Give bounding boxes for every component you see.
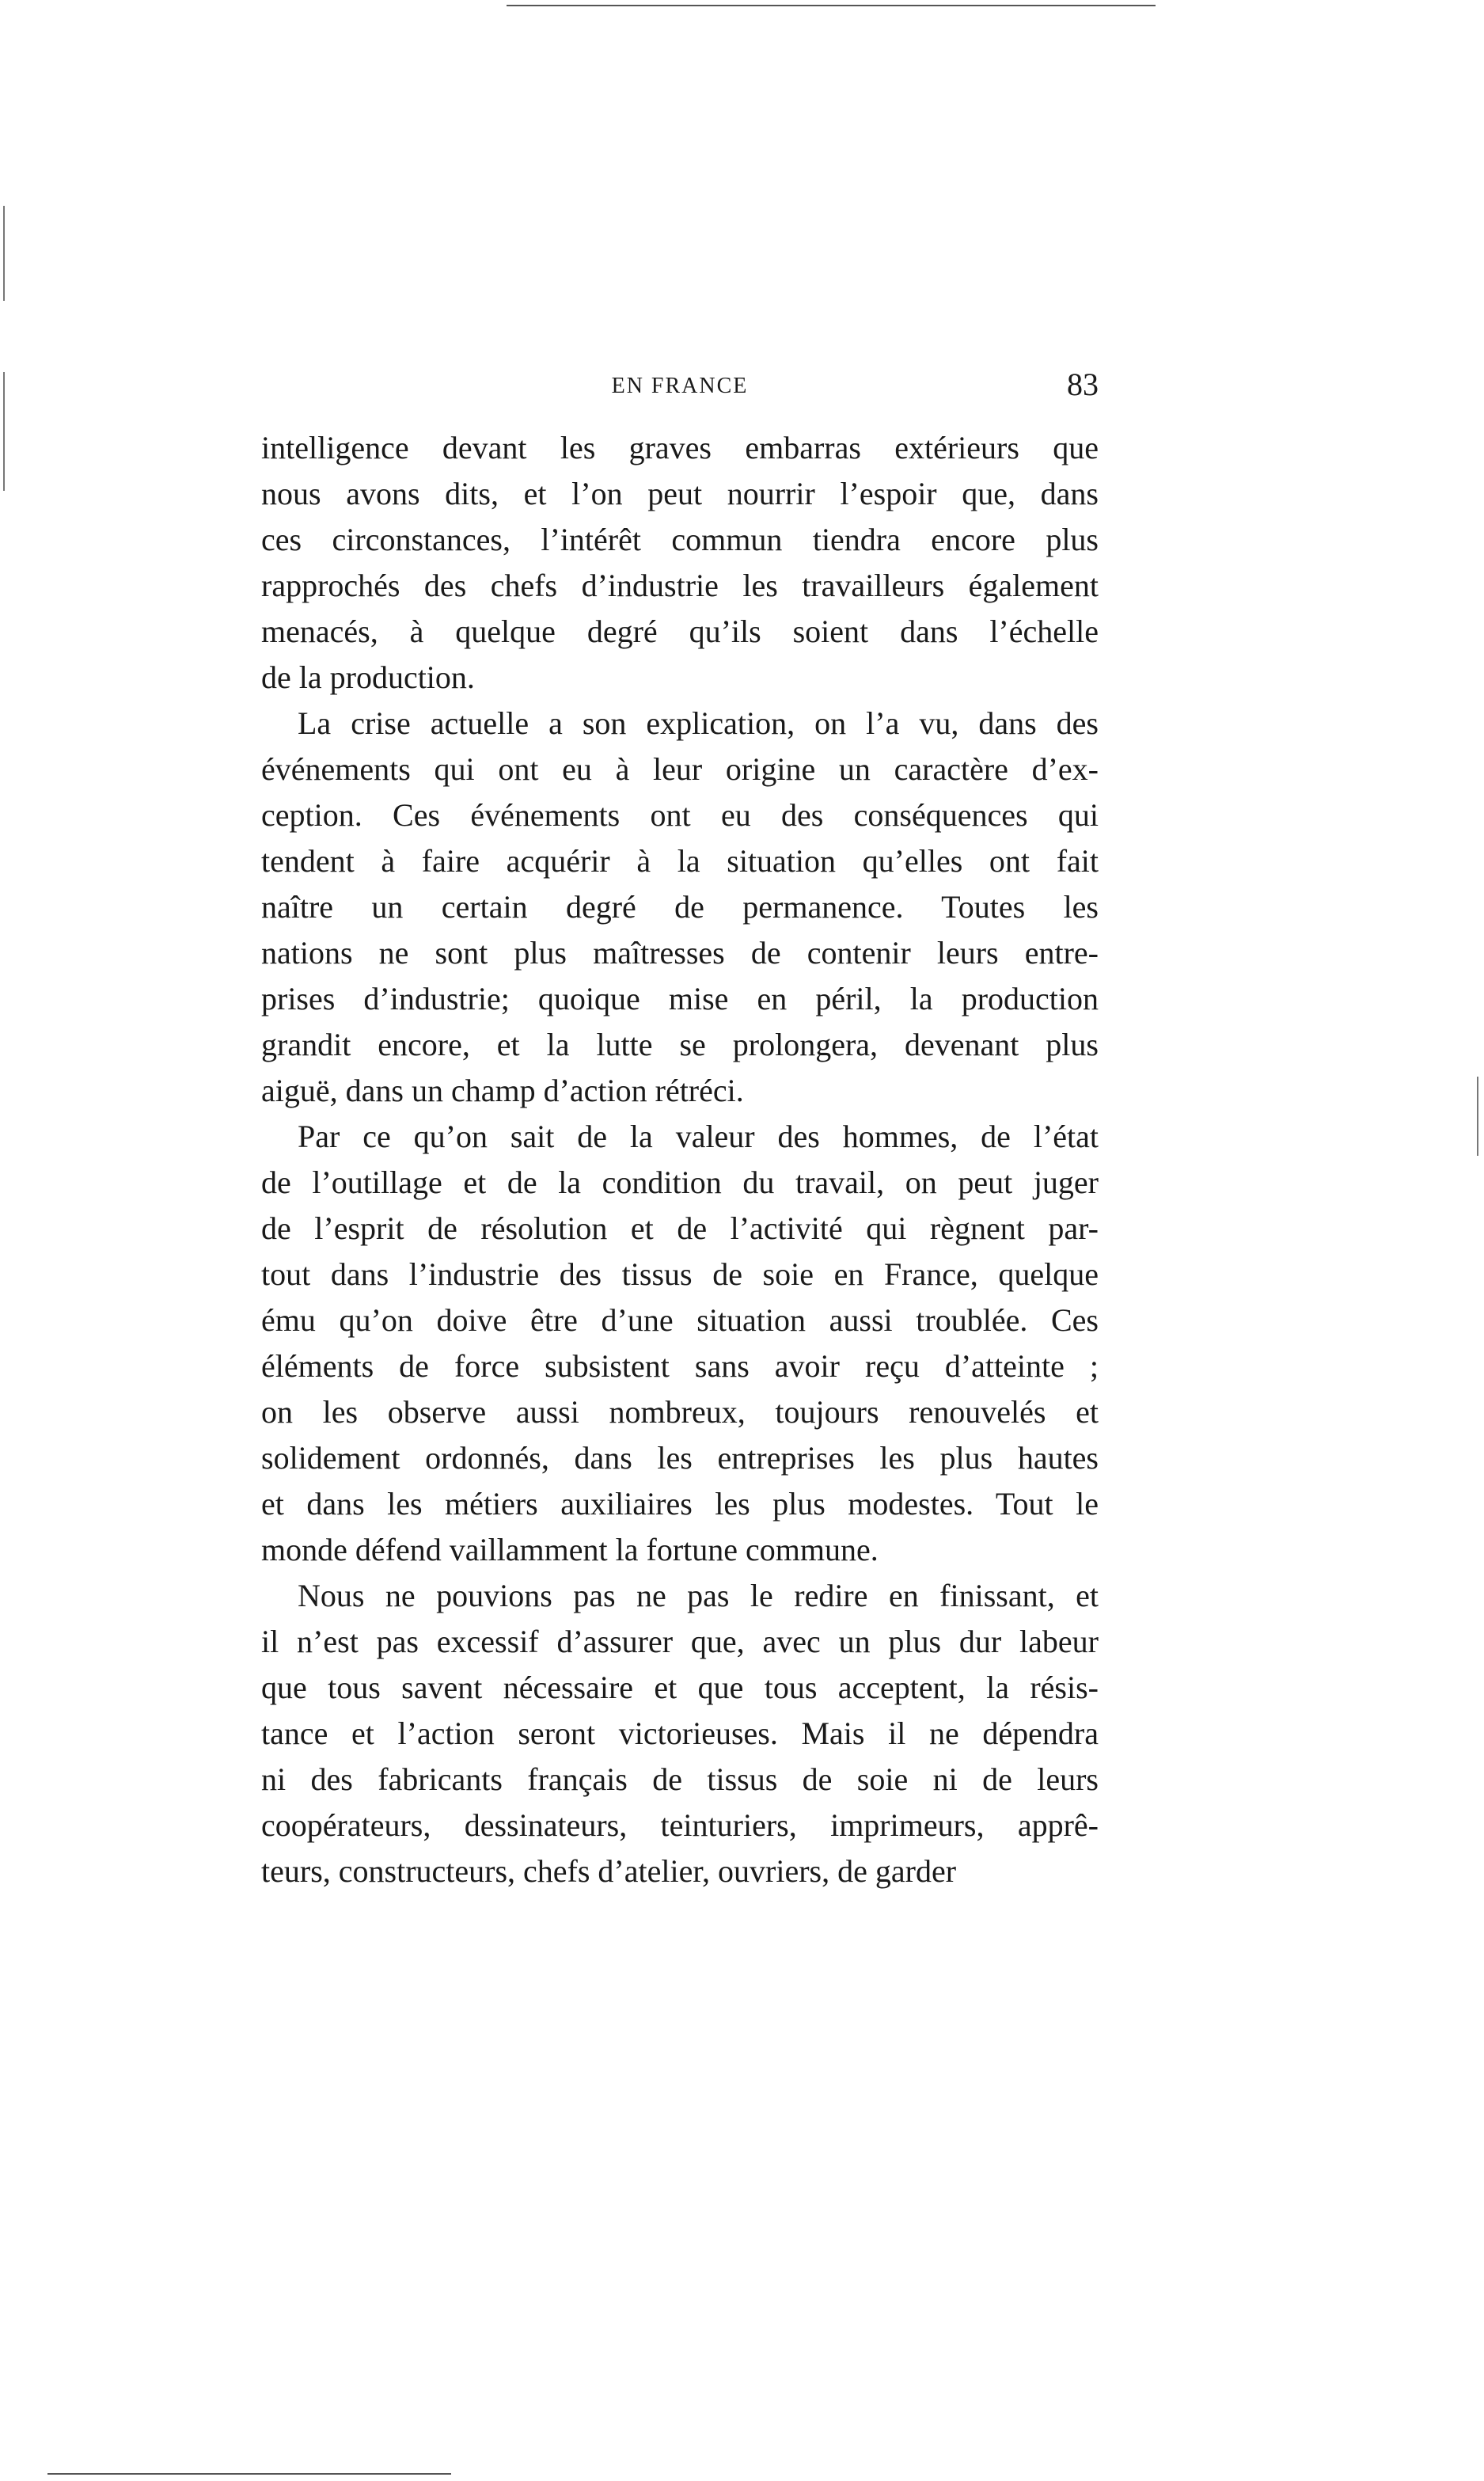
text-line: de la production. (261, 659, 475, 695)
text-line: La crise actuelle a son explication, on l’a vu, dans des (298, 705, 1099, 741)
text-line: nations ne sont plus maîtresses de contenir leurs entre- (261, 935, 1099, 971)
text-line: tance et l’action seront victorieuses. Mais il ne dépendra (261, 1715, 1099, 1751)
text-line: Par ce qu’on sait de la valeur des hommes, de l’état (298, 1119, 1099, 1154)
text-line: rapprochés des chefs d’industrie les travailleurs également (261, 568, 1099, 603)
scan-edge-bottom (47, 2473, 451, 2475)
text-line: nous avons dits, et l’on peut nourrir l’espoir que, dans (261, 476, 1099, 511)
text-line: monde défend vaillamment la fortune commune. (261, 1532, 879, 1567)
running-title: EN FRANCE (611, 374, 749, 398)
text-line: de l’outillage et de la condition du travail, on peut juger (261, 1165, 1099, 1200)
text-line: teurs, constructeurs, chefs d’atelier, ouvriers, de garder (261, 1853, 957, 1889)
text-line: on les observe aussi nombreux, toujours renouvelés et (261, 1394, 1099, 1430)
text-line: Nous ne pouvions pas ne pas le redire en finissant, et (298, 1578, 1099, 1613)
text-line: solidement ordonnés, dans les entreprises les plus hautes (261, 1440, 1099, 1476)
text-line: naître un certain degré de permanence. Toutes les (261, 889, 1099, 925)
body-text (261, 425, 1099, 1894)
scan-edge-left (3, 372, 5, 491)
text-line: ni des fabricants français de tissus de soie ni de leurs (261, 1761, 1099, 1797)
paragraph (261, 1573, 1099, 1894)
paragraph (261, 1114, 1099, 1573)
text-line: ception. Ces événements ont eu des conséquences qui (261, 797, 1099, 833)
text-line: prises d’industrie; quoique mise en péril, la production (261, 981, 1099, 1016)
text-line: intelligence devant les graves embarras extérieurs que (261, 430, 1099, 465)
scan-edge-top (507, 5, 1156, 6)
text-line: éléments de force subsistent sans avoir reçu d’atteinte ; (261, 1348, 1099, 1384)
text-line: événements qui ont eu à leur origine un caractère d’ex- (261, 751, 1099, 787)
text-line: il n’est pas excessif d’assurer que, avec un plus dur labeur (261, 1624, 1099, 1659)
paragraph (261, 425, 1099, 701)
paragraph (261, 701, 1099, 1114)
text-line: et dans les métiers auxiliaires les plus modestes. Tout le (261, 1486, 1099, 1522)
scan-edge-left (3, 206, 5, 301)
text-line: de l’esprit de résolution et de l’activité qui règnent par- (261, 1210, 1099, 1246)
text-line: menacés, à quelque degré qu’ils soient dans l’échelle (261, 614, 1099, 649)
text-line: que tous savent nécessaire et que tous acceptent, la résis- (261, 1670, 1099, 1705)
text-line: aiguë, dans un champ d’action rétréci. (261, 1073, 744, 1108)
text-line: grandit encore, et la lutte se prolongera, devenant plus (261, 1027, 1099, 1062)
text-line: tout dans l’industrie des tissus de soie en France, quelque (261, 1256, 1099, 1292)
running-head (261, 366, 1099, 405)
page-number: 83 (1067, 367, 1099, 402)
scan-edge-right (1477, 1077, 1478, 1156)
text-line: tendent à faire acquérir à la situation qu’elles ont fait (261, 843, 1099, 879)
text-line: ému qu’on doive être d’une situation aussi troublée. Ces (261, 1302, 1099, 1338)
text-line: coopérateurs, dessinateurs, teinturiers, imprimeurs, apprê- (261, 1807, 1099, 1843)
text-line: ces circonstances, l’intérêt commun tiendra encore plus (261, 522, 1099, 557)
